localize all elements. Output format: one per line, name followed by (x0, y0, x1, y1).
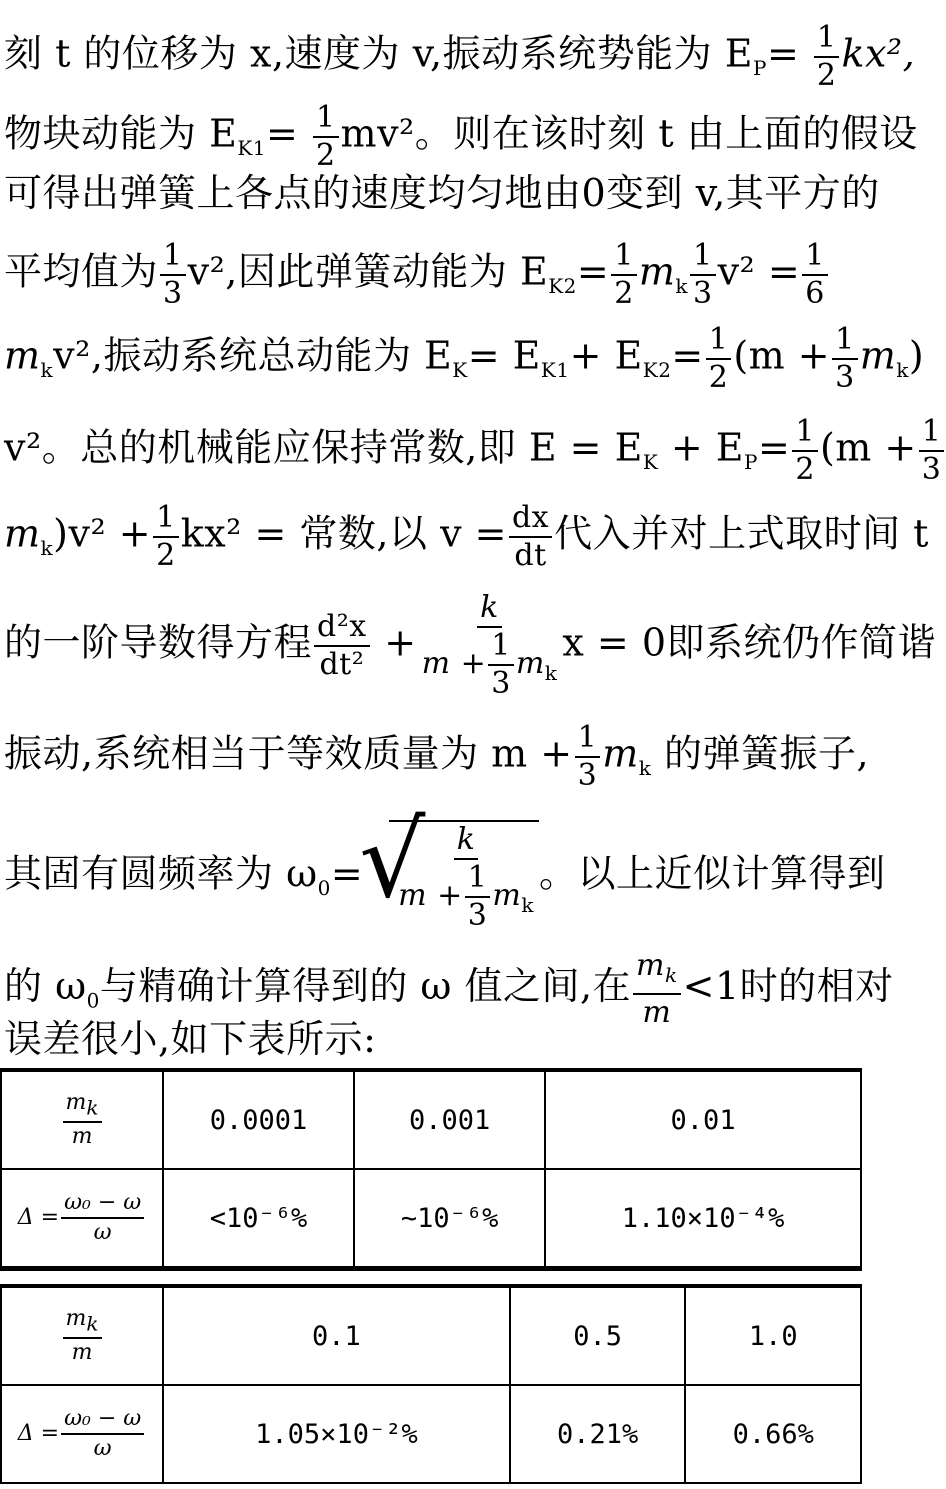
denominator: 3 (693, 276, 713, 311)
text-line-5 (4, 322, 925, 396)
denominator: m (642, 995, 672, 1030)
fraction (611, 238, 637, 312)
text-segment: (m + (733, 333, 831, 378)
numerator: dx (509, 500, 552, 538)
text-segment: kx², (841, 31, 916, 76)
text-line-9 (4, 720, 870, 794)
text-segment: m + (398, 878, 463, 913)
text-segment: 。以上近似计算得到 (538, 851, 886, 896)
table-cell: 1.05×10⁻²% (163, 1385, 510, 1483)
subscript: k (665, 963, 678, 987)
numerator (63, 1305, 102, 1339)
denominator: 2 (614, 276, 634, 311)
subscript: k (86, 1095, 99, 1120)
subscript: K (452, 358, 468, 383)
text-segment: x = 0即系统仍作简谐 (562, 620, 936, 665)
denominator: 2 (708, 360, 729, 395)
table-cell: ~10⁻⁶% (354, 1169, 545, 1267)
fraction (465, 860, 491, 934)
text-line-2 (4, 100, 918, 174)
table-cell: 0.5 (510, 1287, 686, 1385)
subscript: P (752, 56, 767, 81)
numerator (63, 1089, 102, 1123)
text-line-8 (4, 590, 936, 702)
text-line-1 (4, 20, 916, 94)
ratio-header-cell (1, 1071, 163, 1169)
text-segment: v²。总的机械能应保持常数,即 E = E (4, 425, 643, 470)
ratio-header-cell (1, 1287, 163, 1385)
text-segment: m (602, 731, 639, 776)
subscript: K2 (642, 358, 672, 383)
delta-header-cell (1, 1169, 163, 1267)
subscript: k (86, 1311, 99, 1336)
text-segment: m (859, 333, 897, 378)
text-segment: m (636, 948, 665, 983)
denominator: ω (93, 1436, 112, 1461)
fraction (419, 590, 561, 702)
text-segment: = (671, 333, 704, 378)
subscript: k (896, 358, 909, 383)
text-segment: kx² = 常数,以 v = (180, 511, 507, 556)
fraction (509, 500, 552, 574)
fraction (63, 1089, 102, 1151)
denominator: dt² (319, 647, 365, 682)
denominator: m (71, 1124, 93, 1150)
table-cell: 1.10×10⁻⁴% (545, 1169, 861, 1267)
denominator: 2 (795, 452, 815, 487)
text-line-4 (4, 238, 860, 312)
fraction (63, 1305, 102, 1367)
text-segment: v²,因此弹簧动能为 E (187, 249, 549, 294)
numerator (633, 948, 681, 995)
text-segment: 的弹簧振子, (651, 731, 870, 776)
subscript: k (521, 893, 534, 917)
subscript: K1 (540, 358, 570, 383)
fraction (160, 238, 186, 312)
numerator: 1 (690, 238, 716, 276)
text-segment: = (576, 249, 610, 294)
text-segment: m (4, 511, 41, 556)
denominator: 3 (921, 452, 942, 487)
numerator: √ k (454, 822, 479, 860)
text-segment: 与精确计算得到的 ω 值之间,在 (99, 964, 632, 1008)
fraction (706, 322, 732, 396)
table-separator-rule (0, 1268, 862, 1271)
numerator: 1 (153, 500, 179, 538)
text-segment: = (330, 851, 364, 896)
denominator: dt (514, 538, 547, 573)
denominator (395, 860, 537, 934)
text-line-10 (4, 820, 886, 934)
denominator: ω (93, 1220, 112, 1245)
subscript: k (40, 358, 54, 383)
subscript: k (675, 274, 688, 299)
denominator: 3 (467, 898, 488, 933)
text-segment: = (766, 31, 800, 76)
text-segment: + E (569, 333, 643, 378)
numerator: 1 (160, 238, 186, 276)
fraction (690, 238, 716, 312)
numerator: 1 (611, 238, 637, 276)
numerator: 1 (919, 414, 945, 452)
text-segment: )v² + (53, 511, 152, 556)
error-table-2 (0, 1286, 862, 1484)
text-segment: m (4, 333, 41, 378)
square-root (389, 820, 539, 934)
delta-header-cell (1, 1385, 163, 1483)
subscript: K1 (237, 136, 266, 161)
subscript: P (744, 450, 759, 475)
text-segment: = (758, 425, 791, 470)
text-segment: 的一阶导数得方程 (4, 620, 313, 665)
numerator: 1 (802, 238, 828, 276)
fraction (153, 500, 179, 574)
text-segment: 可得出弹簧上各点的速度均匀地由0变到 v,其平方的 (4, 171, 880, 215)
text-segment: = (266, 111, 299, 156)
fraction (314, 609, 370, 683)
fraction (814, 20, 840, 94)
denominator: 3 (163, 276, 183, 311)
fraction (313, 100, 339, 174)
text-segment: mv²。则在该时刻 t 由上面的假设 (340, 111, 918, 156)
text-segment: v²,振动系统总动能为 E (53, 333, 453, 378)
text-line-6 (4, 414, 942, 488)
table-cell: 0.1 (163, 1287, 510, 1385)
text-segment: ) (908, 333, 925, 378)
denominator: m (71, 1340, 93, 1366)
table-row (1, 1385, 861, 1483)
fraction (832, 322, 858, 396)
text-segment: m + (421, 646, 487, 681)
numerator: d²x (314, 609, 370, 647)
text-line-12 (4, 1016, 860, 1062)
numerator: 1 (465, 860, 491, 898)
denominator: 2 (315, 138, 336, 173)
denominator: 2 (816, 58, 837, 93)
numerator: 1 (832, 322, 858, 360)
text-segment: <1时的相对 (682, 964, 894, 1008)
text-segment: m (638, 249, 676, 294)
denominator: 6 (805, 276, 825, 311)
numerator: 1 (814, 20, 840, 58)
table-cell: 0.21% (510, 1385, 686, 1483)
table-cell: 1.0 (685, 1287, 861, 1385)
text-segment: m (515, 646, 545, 681)
text-segment: v² = (717, 249, 801, 294)
table-cell: 0.01 (545, 1071, 861, 1169)
subscript: K2 (548, 274, 577, 299)
text-segment: m (65, 1089, 87, 1115)
fraction (919, 414, 945, 488)
subscript: k (544, 661, 558, 685)
text-segment: (m + (819, 425, 917, 470)
fraction (802, 238, 828, 312)
table-cell: <10⁻⁶% (163, 1169, 354, 1267)
text-segment: 振动,系统相当于等效质量为 m + (4, 731, 573, 776)
table-cell: 0.001 (354, 1071, 545, 1169)
fraction (395, 822, 537, 934)
text-segment: Δ = (17, 1205, 60, 1230)
numerator: ω₀ − ω (61, 1189, 144, 1219)
fraction (61, 1189, 144, 1247)
denominator: 3 (835, 360, 855, 395)
table-row (1, 1169, 861, 1267)
table-cell: 0.0001 (163, 1071, 354, 1169)
text-segment: 刻 t 的位移为 x,速度为 v,振动系统势能为 E (4, 31, 753, 76)
table-cell: 0.66% (685, 1385, 861, 1483)
text-segment: 物块动能为 E (4, 111, 238, 156)
subscript: K (642, 450, 659, 475)
text-segment: Δ = (17, 1421, 60, 1446)
text-segment: 的 ω (4, 964, 87, 1008)
denominator: 2 (156, 538, 176, 573)
subscript: k (40, 536, 54, 561)
denominator: 3 (491, 666, 511, 701)
text-segment: 代入并对上式取时间 t (554, 511, 929, 556)
text-segment: 误差很小,如下表所示: (4, 1017, 377, 1061)
denominator (419, 628, 561, 702)
text-segment: m (492, 878, 522, 913)
text-segment: 其固有圆频率为 ω (4, 851, 318, 896)
text-line-7 (4, 500, 929, 574)
numerator: 1 (575, 720, 601, 758)
denominator: 3 (577, 758, 598, 793)
numerator: 1 (313, 100, 339, 138)
numerator: 1 (706, 322, 732, 360)
numerator: k (477, 590, 502, 628)
text-segment: + E (658, 425, 745, 470)
numerator: 1 (792, 414, 818, 452)
subscript: 0 (317, 876, 331, 901)
error-table-1 (0, 1070, 862, 1268)
numerator: ω₀ − ω (61, 1405, 144, 1435)
fraction (575, 720, 601, 794)
subscript: k (638, 756, 652, 781)
table-row (1, 1071, 861, 1169)
text-segment: m (65, 1305, 87, 1331)
numerator: 1 (488, 628, 514, 666)
text-segment: = E (467, 333, 541, 378)
fraction (61, 1405, 144, 1463)
fraction (792, 414, 818, 488)
text-segment: 平均值为 (4, 249, 159, 294)
text-line-3 (4, 170, 880, 216)
fraction (488, 628, 514, 702)
text-segment: + (371, 620, 417, 665)
subscript: 0 (86, 988, 100, 1013)
table-row (1, 1287, 861, 1385)
